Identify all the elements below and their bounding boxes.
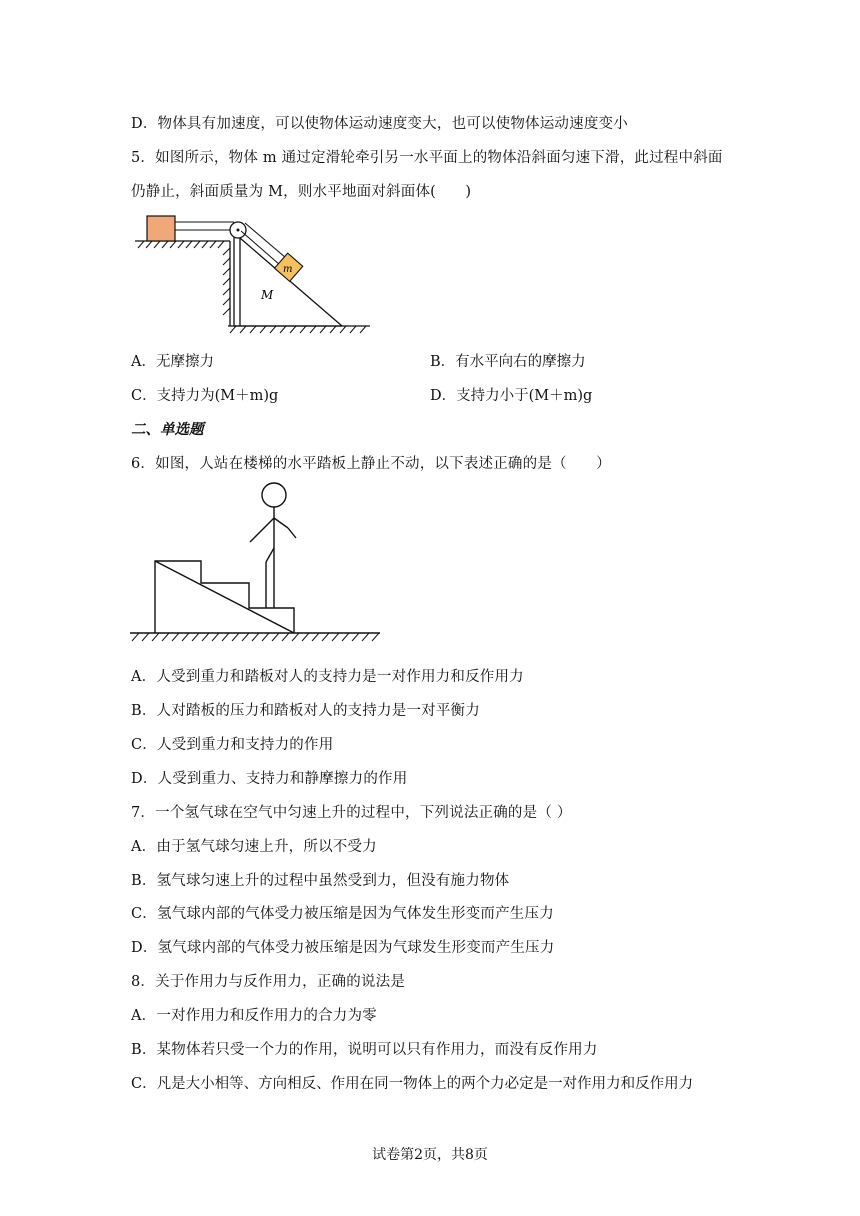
q7-option-b: B．氢气球匀速上升的过程中虽然受到力，但没有施力物体 xyxy=(131,873,510,889)
q8-option-a: A．一对作用力和反作用力的合力为零 xyxy=(131,1008,377,1024)
q6-option-a: A．人受到重力和踏板对人的支持力是一对作用力和反作用力 xyxy=(131,669,524,685)
q8-stem: 8．关于作用力与反作用力，正确的说法是 xyxy=(131,974,406,990)
q7-option-a: A．由于氢气球匀速上升，所以不受力 xyxy=(131,839,377,855)
q5-option-d: D．支持力小于(M＋m)g xyxy=(430,388,593,404)
q7-option-d: D．氢气球内部的气体受力被压缩是因为气球发生形变而产生压力 xyxy=(131,940,555,956)
q5-option-a: A．无摩擦力 xyxy=(131,354,214,370)
q8-option-b: B．某物体若只受一个力的作用，说明可以只有作用力，而没有反作用力 xyxy=(131,1042,598,1058)
q8-option-c: C．凡是大小相等、方向相反、作用在同一物体上的两个力必定是一对作用力和反作用力 xyxy=(131,1076,694,1092)
q6-option-c: C．人受到重力和支持力的作用 xyxy=(131,737,334,753)
q5-label-m: m xyxy=(283,264,293,275)
q5-option-c: C．支持力为(M＋m)g xyxy=(131,388,279,404)
q5-table-block xyxy=(147,216,175,241)
q5-label-M: M xyxy=(261,288,274,302)
q6-stem: 6．如图，人站在楼梯的水平踏板上静止不动，以下表述正确的是（ ） xyxy=(131,456,611,472)
q6-person-head xyxy=(262,483,286,507)
section-heading: 二、单选题 xyxy=(131,421,204,438)
q7-option-c: C．氢气球内部的气体受力被压缩是因为气体发生形变而产生压力 xyxy=(131,906,554,922)
q6-figure xyxy=(128,478,383,653)
q7-stem: 7．一个氢气球在空气中匀速上升的过程中，下列说法正确的是（ ） xyxy=(131,805,572,821)
q6-option-b: B．人对踏板的压力和踏板对人的支持力是一对平衡力 xyxy=(131,703,480,719)
q5-figure xyxy=(130,210,375,335)
q5-stem-line1: 5．如图所示，物体 m 通过定滑轮牵引另一水平面上的物体沿斜面匀速下滑，此过程中斜面 xyxy=(131,150,723,166)
page-footer: 试卷第2页，共8页 xyxy=(372,1147,488,1163)
q5-stem-line2: 仍静止，斜面质量为 M，则水平地面对斜面体( ) xyxy=(131,184,472,200)
q6-option-d: D．人受到重力、支持力和静摩擦力的作用 xyxy=(131,771,408,787)
q4-option-d: D．物体具有加速度，可以使物体运动速度变大，也可以使物体运动速度变小 xyxy=(131,116,628,132)
q5-option-b: B．有水平向右的摩擦力 xyxy=(430,354,586,370)
